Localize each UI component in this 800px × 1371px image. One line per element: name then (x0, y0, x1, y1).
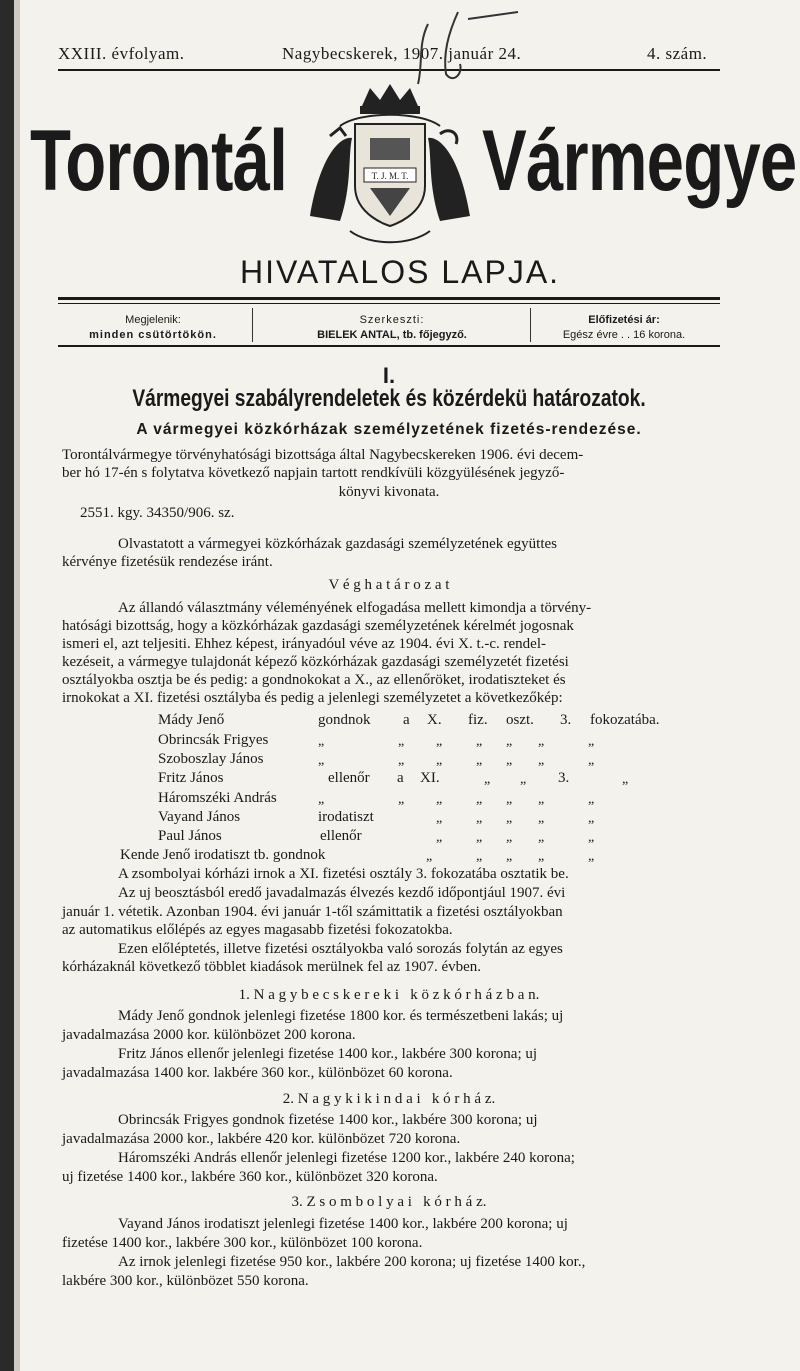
staff-name: Obrincsák Frigyes (158, 732, 269, 748)
masthead-left: Torontál (30, 113, 288, 209)
ditto-mark: „ (506, 734, 513, 749)
info-top-rule-thin (58, 303, 720, 304)
staff-name: Vayand János (158, 809, 241, 825)
hospital-heading: 3. Z s o m b o l y a i k ó r h á z. (291, 1194, 487, 1210)
decision-line: osztályokba osztja be és pedig: a gondnokokat a X., az ellenőröket, irodatiszteket és (62, 672, 566, 688)
petition-line-2: kérvénye fizetésük rendezése iránt. (62, 554, 273, 570)
staff-grade: 3. (558, 770, 570, 786)
info-divider (530, 308, 531, 342)
staff-name: Mády Jenő (158, 712, 225, 728)
ditto-mark: „ (538, 753, 545, 768)
ditto-mark: „ (538, 811, 545, 826)
hospital-line: javadalmazása 2000 kor. különbözet 200 korona. (62, 1027, 356, 1043)
ditto-mark: „ (538, 849, 545, 864)
ditto-mark: „ (476, 849, 483, 864)
ditto-mark: „ (476, 811, 483, 826)
staff-a: a (403, 712, 410, 728)
after-line: január 1. vétetik. Azonban 1904. évi január 1-től számittatik a fizetési osztályokban (62, 904, 563, 920)
info-divider (252, 308, 253, 342)
section-title: Vármegyei szabályrendeletek és közérdekü határozatok. (132, 385, 646, 412)
ditto-mark: „ (476, 830, 483, 845)
hospital-heading: 2. N a g y k i k i n d a i k ó r h á z. (282, 1091, 496, 1107)
ditto-mark: „ (476, 734, 483, 749)
ditto-mark: „ (538, 792, 545, 807)
after-line: A zsombolyai kórházi irnok a XI. fizetési osztály 3. fokozatába osztatik be. (118, 866, 569, 882)
section-number: I. (382, 363, 396, 388)
reference-number: 2551. kgy. 34350/906. sz. (80, 505, 235, 521)
hospital-line: Háromszéki András ellenőr jelenlegi fizetése 1200 kor., lakbére 240 korona; (118, 1150, 575, 1166)
hospital-line: Az irnok jelenlegi fizetése 950 kor., lakbére 200 korona; uj fizetése 1400 kor., (118, 1254, 586, 1270)
staff-class: XI. (420, 770, 440, 786)
intro-line-3: könyvi kivonata. (338, 484, 440, 500)
staff-class: X. (427, 712, 442, 728)
staff-grade: 3. (560, 712, 572, 728)
petition-line-1: Olvastatott a vármegyei közkórházak gazdasági személyzetének együttes (118, 536, 557, 552)
coat-of-arms-icon (300, 76, 480, 251)
editor-value: BIELEK ANTAL, tb. főjegyző. (317, 329, 467, 341)
ditto-mark: „ (318, 734, 325, 749)
ditto-mark: „ (398, 734, 405, 749)
intro-line-1: Torontálvármegye törvényhatósági bizottsága által Nagybecskereken 1906. évi decem- (62, 447, 584, 463)
ditto-mark: „ (506, 849, 513, 864)
ditto-mark: „ (506, 792, 513, 807)
ditto-mark: „ (588, 734, 595, 749)
staff-name: Szoboszlay János (158, 751, 264, 767)
staff-role: gondnok (318, 712, 371, 728)
staff-name: Kende Jenő irodatiszt tb. gondnok (120, 847, 326, 863)
ditto-mark: „ (436, 792, 443, 807)
staff-grade-end: fokozatába. (590, 712, 660, 728)
decision-heading: V é g h a t á r o z a t (328, 577, 450, 593)
after-line: kórházaknál következő többlet kiadások merülnek fel az 1907. évben. (62, 959, 482, 975)
ditto-mark: „ (538, 830, 545, 845)
ditto-mark: „ (436, 811, 443, 826)
appears-label: Megjelenik: (125, 314, 181, 326)
price-value: Egész évre . . 16 korona. (562, 329, 686, 341)
ditto-mark: „ (588, 753, 595, 768)
ditto-mark: „ (506, 753, 513, 768)
hospital-line: Mády Jenő gondnok jelenlegi fizetése 1800 kor. és természetbeni lakás; uj (118, 1008, 564, 1024)
section-subtitle: A vármegyei közkórházak személyzetének fizetés-rendezése. (136, 421, 642, 438)
staff-role: ellenőr (328, 770, 370, 786)
editor-box (260, 313, 524, 343)
price-box (534, 313, 714, 343)
ditto-mark: „ (506, 830, 513, 845)
ditto-mark: „ (476, 792, 483, 807)
decision-line: kezéseit, a vármegye tulajdonát képező közkórházak gazdasági személyzetét fizetési (62, 654, 569, 670)
staff-role: irodatiszt (318, 809, 374, 825)
ditto-mark: „ (398, 792, 405, 807)
hospital-line: uj fizetése 1400 kor., lakbére 360 kor., különbözet 320 korona. (62, 1169, 438, 1185)
masthead-right: Vármegye (482, 113, 797, 209)
ditto-mark: „ (398, 753, 405, 768)
info-top-rule (58, 297, 720, 300)
hospital-line: javadalmazása 1400 kor. lakbére 360 kor., különbözet 60 korona. (62, 1065, 453, 1081)
ditto-mark: „ (436, 734, 443, 749)
hospital-line: lakbére 300 kor., különbözet 550 korona. (62, 1273, 309, 1289)
subtitle: HIVATALOS LAPJA. (239, 254, 561, 290)
ditto-mark: „ (436, 830, 443, 845)
volume-label: XXIII. évfolyam. (58, 44, 185, 63)
intro-line-2: ber hó 17-én s folytatva következő napjain tartott rendkívüli közgyülésének jegyző- (62, 465, 565, 481)
ditto-mark: „ (588, 830, 595, 845)
info-bottom-rule (58, 345, 720, 347)
decision-line: irnokokat a XI. fizetési osztályba és pedig a jelenlegi személyzetet a következőkép: (62, 690, 563, 706)
header-rule (58, 69, 720, 71)
staff-name: Fritz János (158, 770, 224, 786)
price-label: Előfizetési ár: (588, 314, 660, 326)
hospital-line: Fritz János ellenőr jelenlegi fizetése 1400 kor., lakbére 300 korona; uj (118, 1046, 538, 1062)
after-line: Ezen előléptetés, illetve fizetési osztályokba való sorozás folytán az egyes (118, 941, 563, 957)
ditto-mark: „ (538, 734, 545, 749)
hospital-line: Obrincsák Frigyes gondnok fizetése 1400 kor., lakbére 300 korona; uj (118, 1112, 538, 1128)
staff-fiz: fiz. (468, 712, 488, 728)
appears-box (58, 313, 248, 343)
appears-value: minden csütörtökön. (89, 329, 217, 341)
issue-number: 4. szám. (647, 44, 708, 63)
after-line: az automatikus előlépés az egyes magasabb fizetési fokozatokba. (62, 922, 453, 938)
ditto-mark: „ (520, 772, 527, 787)
hospital-heading: 1. N a g y b e c s k e r e k i k ö z k ó r h á z b a n. (238, 987, 540, 1003)
decision-line: hatósági bizottság, hogy a közkórházak gazdasági személyzetének kérelmét jogosnak (62, 618, 574, 634)
scan-edge-shadow (14, 0, 20, 1371)
decision-line: Az állandó választmány véleményének elfogadása mellett kimondja a törvény- (118, 600, 592, 616)
ditto-mark: „ (588, 811, 595, 826)
staff-role: ellenőr (320, 828, 362, 844)
staff-name: Háromszéki András (158, 790, 277, 806)
ditto-mark: „ (426, 849, 433, 864)
hospital-line: javadalmazása 2000 kor., lakbére 420 kor. különbözet 720 korona. (62, 1131, 461, 1147)
ditto-mark: „ (622, 772, 629, 787)
staff-a: a (397, 770, 404, 786)
ditto-mark: „ (588, 792, 595, 807)
ditto-mark: „ (588, 849, 595, 864)
place-date: Nagybecskerek, 1907. január 24. (282, 44, 522, 63)
editor-label: Szerkeszti: (359, 314, 425, 326)
ditto-mark: „ (476, 753, 483, 768)
decision-line: ismeri el, azt teljesiti. Ehhez képest, irányadóul véve az 1904. évi X. t.-c. rendel- (62, 636, 546, 652)
scan-edge (0, 0, 14, 1371)
ditto-mark: „ (318, 792, 325, 807)
crest-text: T. J. M. T. (371, 171, 409, 181)
ditto-mark: „ (506, 811, 513, 826)
ditto-mark: „ (484, 772, 491, 787)
staff-name: Paul János (158, 828, 222, 844)
hospital-line: Vayand János irodatiszt jelenlegi fizetése 1400 kor., lakbére 200 korona; uj (118, 1216, 568, 1232)
hospital-line: fizetése 1400 kor., lakbére 300 kor., különbözet 100 korona. (62, 1235, 423, 1251)
ditto-mark: „ (318, 753, 325, 768)
after-line: Az uj beosztásból eredő javadalmazás élvezés kezdő időpontjául 1907. évi (118, 885, 566, 901)
staff-oszt: oszt. (506, 712, 534, 728)
ditto-mark: „ (436, 753, 443, 768)
